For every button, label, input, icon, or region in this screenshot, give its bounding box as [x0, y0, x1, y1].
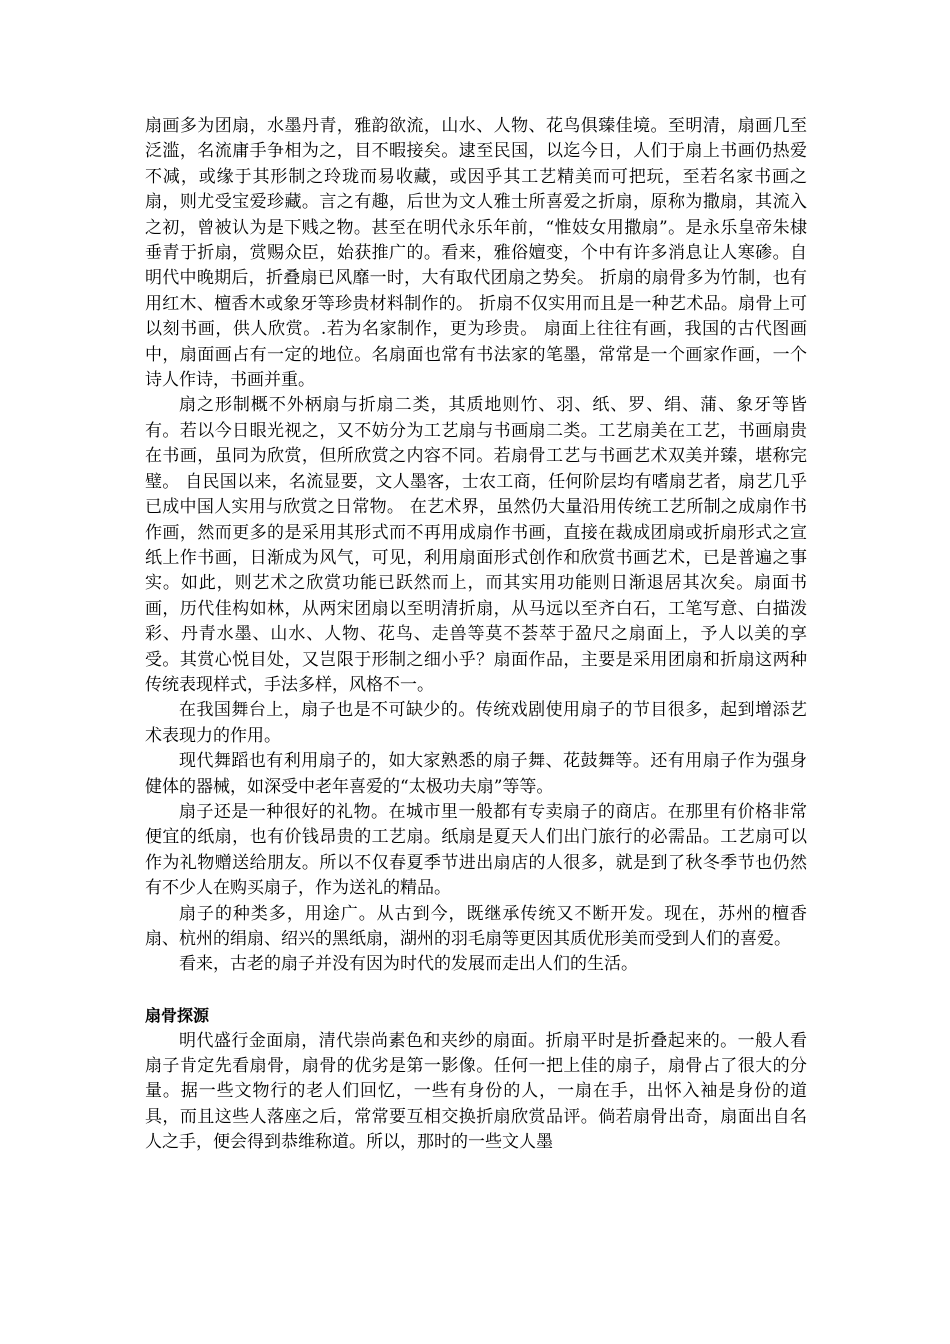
section-spacer: [145, 978, 807, 1003]
paragraph-conclusion: 看来，古老的扇子并没有因为时代的发展而走出人们的生活。: [179, 954, 638, 975]
document-page: [145, 114, 807, 1156]
paragraph-stage: 在我国舞台上，扇子也是不可缺少的。传统戏剧使用扇子的节目很多，起到增添艺术表现力的作用。: [145, 700, 807, 746]
paragraph-gift: 扇子还是一种很好的礼物。在城市里一般都有专卖扇子的商店。在那里有价格非常便宜的纸扇，也有价钱昂贵的工艺扇。纸扇是夏天人们出门旅行的必需品。工艺扇可以作为礼物赠送给朋友。所以不仅春夏季节进出扇店的人很多，就是到了秋冬季节也仍然有不少人在购买扇子，作为送礼的精品。: [145, 801, 807, 899]
section-heading: 扇骨探源: [145, 1006, 210, 1026]
section-paragraph: 明代盛行金面扇，清代崇尚素色和夹纱的扇面。折扇平时是折叠起来的。一般人看扇子肯定先看扇骨，扇骨的优劣是第一影像。任何一把上佳的扇子，扇骨占了很大的分量。据一些文物行的老人们回忆，一些有身份的人，一扇在手，出怀入袖是身份的道具，而且这些人落座之后，常常要互相交换折扇欣赏品评。倘若扇骨出奇，扇面出自名人之手，便会得到恭维称道。所以，那时的一些文人墨: [145, 1030, 807, 1153]
paragraph-fan-forms: 扇之形制概不外柄扇与折扇二类，其质地则竹、羽、纸、罗、绢、蒲、象牙等皆有。若以今日眼光视之，又不妨分为工艺扇与书画扇二类。工艺扇美在工艺，书画扇贵在书画，虽同为欣赏，但所欣赏之内容不同。若扇骨工艺与书画艺术双美并臻，堪称完璧。 自民国以来，名流显要，文人墨客，士农工商，任何阶层均有嗜扇艺者，扇艺几乎已成中国人实用与欣赏之日常物。 在艺术界，虽然仍大量沿用传统工艺所制之成扇作书作画，然而更多的是采用其形式而不再用成扇作书画，直接在裁成团扇或折扇形式之宣纸上作书画，日渐成为风气，可见，利用扇面形式创作和欣赏书画艺术，已是普遍之事实。如此，则艺术之欣赏功能已跃然而上，而其实用功能则日渐退居其次矣。扇面书画，历代佳构如林，从两宋团扇以至明清折扇，从马远以至齐白石，工笔写意、白描泼彩、丹青水墨、山水、人物、花鸟、走兽等莫不荟萃于盈尺之扇面上，予人以美的享受。其赏心悦目处，又岂限于形制之细小乎？扇面作品，主要是采用团扇和折扇这两种传统表现样式，手法多样，风格不一。: [145, 395, 807, 695]
paragraph-varieties: 扇子的种类多，用途广。从古到今，既继承传统又不断开发。现在，苏州的檀香扇、杭州的绢扇、绍兴的黑纸扇，湖州的羽毛扇等更因其质优形美而受到人们的喜爱。: [145, 903, 807, 949]
paragraph-dance: 现代舞蹈也有利用扇子的，如大家熟悉的扇子舞、花鼓舞等。还有用扇子作为强身健体的器械，如深受中老年喜爱的“太极功夫扇”等等。: [145, 751, 807, 797]
paragraph-continued: 扇画多为团扇，水墨丹青，雅韵欲流，山水、人物、花鸟俱臻佳境。至明清，扇画几至泛滥，名流庸手争相为之，目不暇接矣。逮至民国，以迄今日，人们于扇上书画仍热爱不减，或缘于其形制之玲珑而易收藏，或因乎其工艺精美而可把玩，至若名家书画之扇，则尤受宝爱珍藏。言之有趣，后世为文人雅士所喜爱之折扇，原称为撒扇，其流入之初，曾被认为是下贱之物。甚至在明代永乐年前，“惟妓女用撒扇”。是永乐皇帝朱棣垂青于折扇，赏赐众臣，始获推广的。看来，雅俗嬗变，个中有许多消息让人寒碜。自明代中晚期后，折叠扇已风靡一时，大有取代团扇之势矣。 折扇的扇骨多为竹制，也有用红木、檀香木或象牙等珍贵材料制作的。 折扇不仅实用而且是一种艺术品。扇骨上可以刻书画，供人欣赏。.若为名家制作，更为珍贵。 扇面上往往有画，我国的古代图画中，扇面画占有一定的地位。名扇面也常有书法家的笔墨，常常是一个画家作画，一个诗人作诗，书画并重。: [145, 116, 807, 391]
